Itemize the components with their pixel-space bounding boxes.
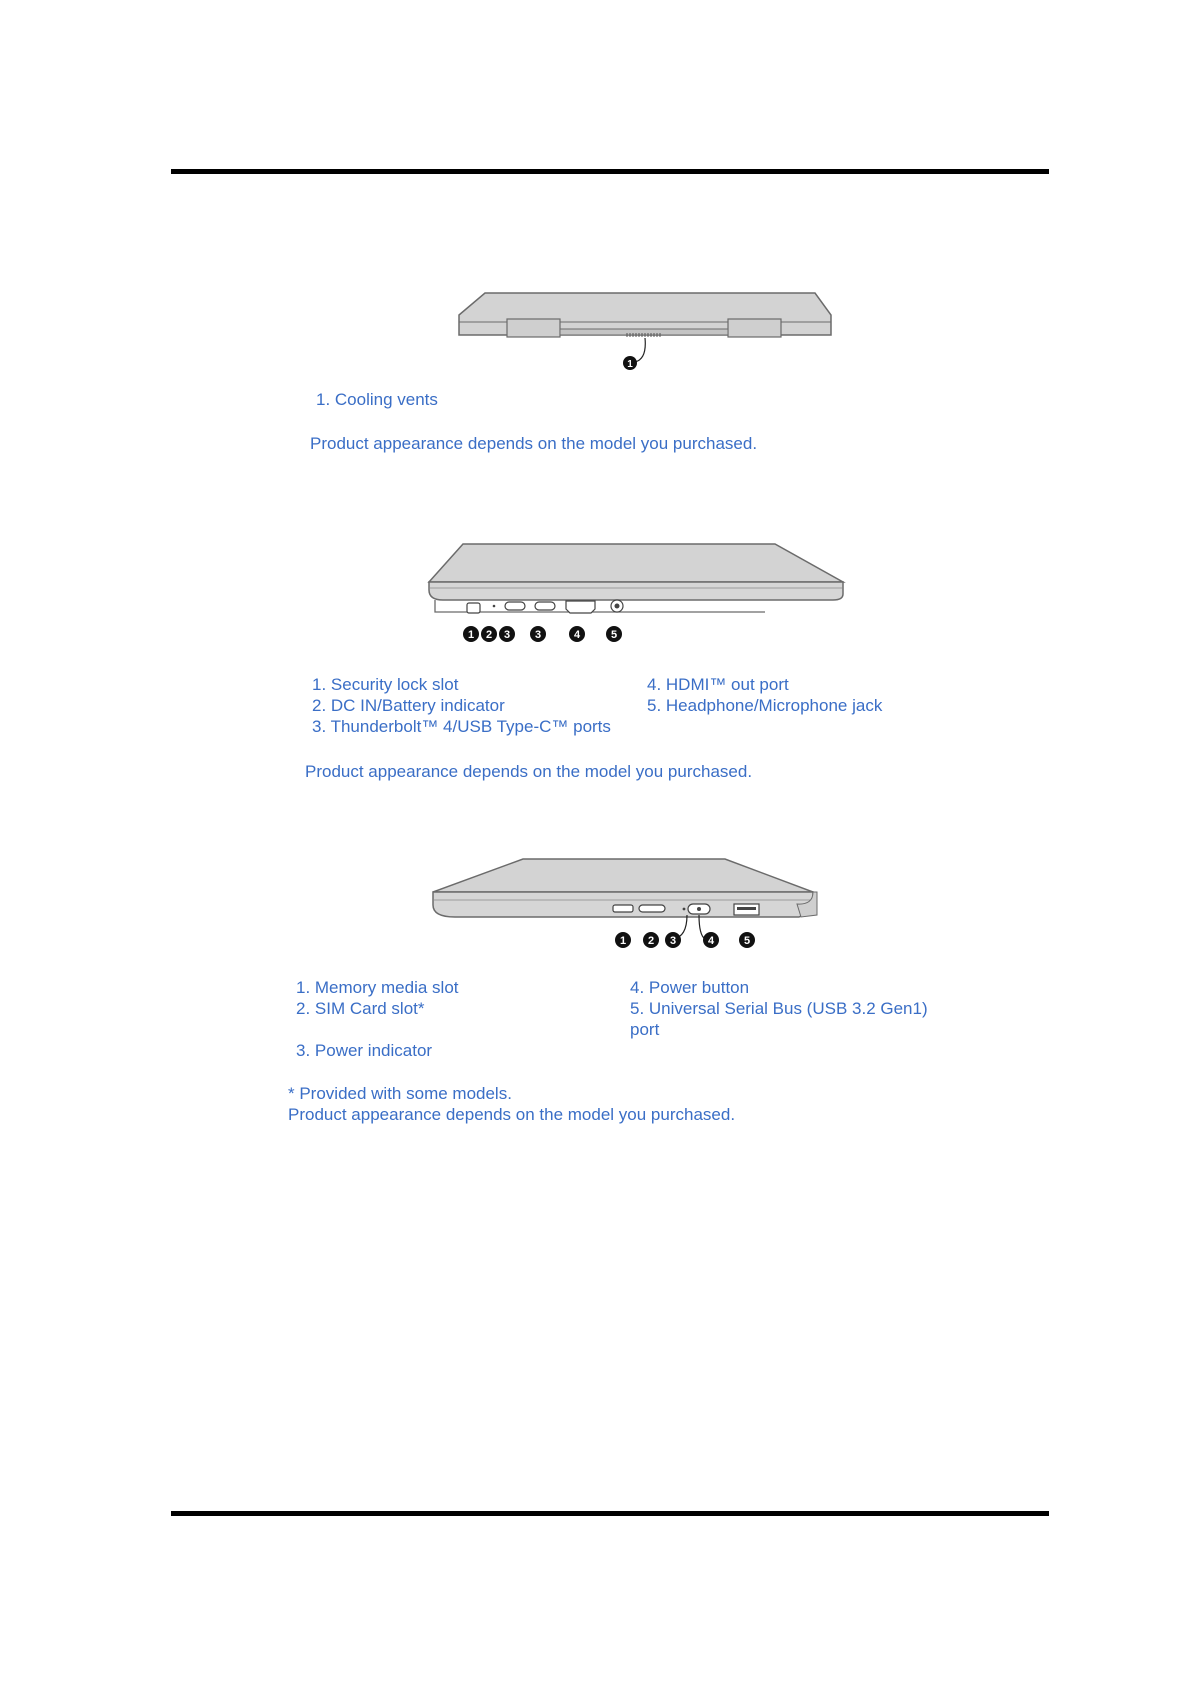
svg-text:1: 1 <box>619 935 627 947</box>
callout-badge <box>623 356 637 370</box>
svg-text:5: 5 <box>743 935 751 947</box>
callout-badge <box>703 932 719 948</box>
callout-badge <box>463 626 479 642</box>
footer-rule <box>171 1511 1049 1516</box>
callout-badge <box>665 932 681 948</box>
back-item-1: 1. Cooling vents <box>316 390 438 409</box>
usb-c-port <box>535 602 555 610</box>
right-item-1: 1. Memory media slot <box>296 978 459 997</box>
right-item-3: 3. Power indicator <box>296 1041 433 1060</box>
svg-text:2: 2 <box>485 629 493 641</box>
callout-badge <box>615 932 631 948</box>
sim-card-slot <box>639 905 665 912</box>
callout-badge <box>530 626 546 642</box>
back-note: Product appearance depends on the model you purchased. <box>310 434 758 453</box>
right-item-2: 2. SIM Card slot* <box>296 999 425 1018</box>
callout-badge <box>569 626 585 642</box>
right-note: Product appearance depends on the model you purchased. <box>288 1105 736 1124</box>
left-item-3: 3. Thunderbolt™ 4/USB Type-C™ ports <box>312 717 611 736</box>
svg-text:2: 2 <box>647 935 655 947</box>
svg-text:4: 4 <box>707 935 715 947</box>
right-footnote: * Provided with some models. <box>288 1084 512 1103</box>
svg-text:4: 4 <box>573 629 581 641</box>
svg-text:1: 1 <box>627 359 633 370</box>
left-item-5: 5. Headphone/Microphone jack <box>647 696 883 715</box>
svg-text:5: 5 <box>610 629 618 641</box>
callout-badge <box>481 626 497 642</box>
usb-c-port <box>505 602 525 610</box>
left-item-4: 4. HDMI™ out port <box>647 675 789 694</box>
hdmi-port <box>566 601 595 613</box>
header-rule <box>171 169 1049 174</box>
power-indicator <box>683 908 686 911</box>
left-view-laptop-figure <box>425 540 855 650</box>
callout-badge <box>643 932 659 948</box>
svg-text:3: 3 <box>669 935 677 947</box>
right-item-5-cont: port <box>630 1020 660 1039</box>
dc-in-indicator <box>493 605 496 608</box>
left-item-2: 2. DC IN/Battery indicator <box>312 696 505 715</box>
svg-text:3: 3 <box>503 629 511 641</box>
right-view-laptop-figure <box>425 855 825 965</box>
back-view-laptop-figure <box>455 285 845 375</box>
right-item-5: 5. Universal Serial Bus (USB 3.2 Gen1) <box>630 999 928 1018</box>
security-lock-slot <box>467 603 480 613</box>
callout-badge <box>499 626 515 642</box>
left-note: Product appearance depends on the model you purchased. <box>305 762 753 781</box>
memory-media-slot <box>613 905 633 912</box>
svg-text:3: 3 <box>534 629 542 641</box>
callout-badge <box>606 626 622 642</box>
right-item-4: 4. Power button <box>630 978 750 997</box>
callout-badge <box>739 932 755 948</box>
left-item-1: 1. Security lock slot <box>312 675 459 694</box>
svg-text:1: 1 <box>467 629 475 641</box>
